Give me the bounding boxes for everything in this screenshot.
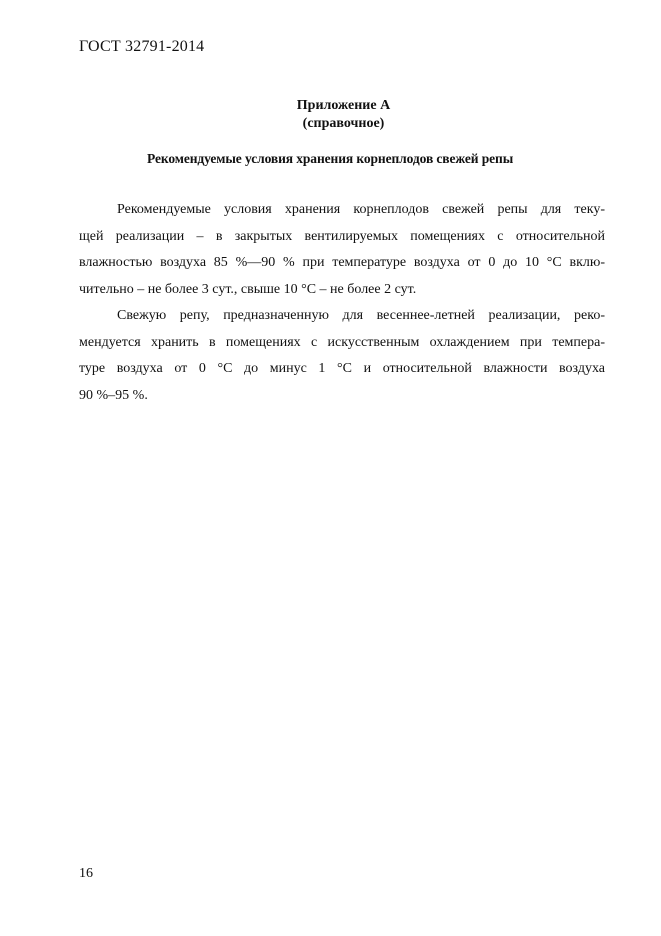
paragraph-1-line-2: щей реализации – в закрытых вентилируемых помещениях с относительной (79, 228, 605, 244)
appendix-subtitle: (справочное) (302, 116, 385, 131)
paragraph-2-line-3: туре воздуха от 0 °С до минус 1 °С и относительной влажности воздуха (79, 361, 605, 376)
paragraph-1-line-4: чительно – не более 3 сут., свыше 10 °С – не более 2 сут. (79, 281, 417, 297)
appendix-title: Приложение А (296, 98, 391, 113)
paragraph-2-line-4: 90 %–95 %. (79, 387, 148, 403)
paragraph-2-line-2: мендуется хранить в помещениях с искусственным охлаждением при темпера- (79, 334, 605, 350)
body-text (79, 200, 605, 412)
appendix-heading (0, 97, 661, 133)
paragraph-1-line-1: Рекомендуемые условия хранения корнеплодов свежей репы для теку- (117, 202, 605, 217)
paragraph-1-line-3: влажностью воздуха 85 %—90 % при температуре воздуха от 0 до 10 °С вклю- (79, 255, 605, 270)
section-title: Рекомендуемые условия хранения корнеплодов свежей репы (147, 151, 514, 166)
paragraph-2-line-1: Свежую репу, предназначенную для весеннее-летней реализации, реко- (117, 308, 605, 323)
document-standard-header: ГОСТ 32791-2014 (79, 38, 205, 55)
page-number: 16 (79, 866, 93, 881)
